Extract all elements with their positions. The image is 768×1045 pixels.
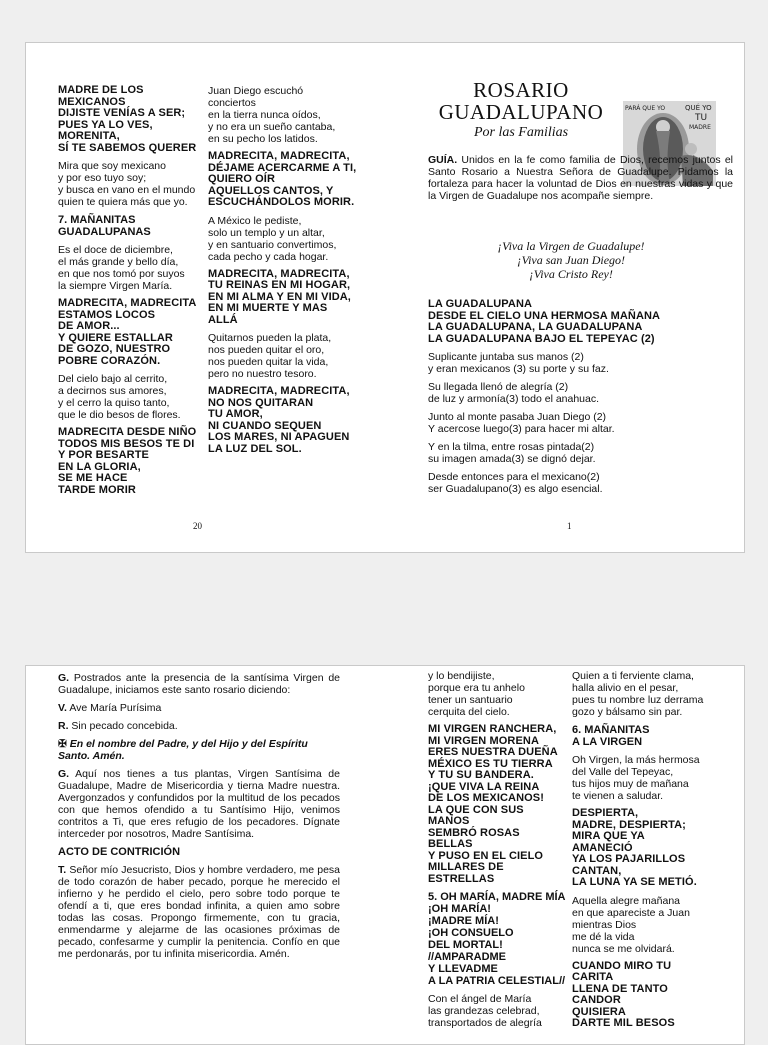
verse-text: 6. MAÑANITAS A LA VIRGEN — [572, 724, 650, 748]
verse-block — [572, 808, 712, 889]
image-caption-a: PARÁ QUE YO — [625, 105, 666, 112]
verse-text: Mira que soy mexicano y por eso tuyo soy; y busca en vano en el mundo quien te quiera más que yo. — [58, 160, 196, 208]
verse-text: Quitarnos pueden la plata, nos pueden quitar el oro, nos pueden quitar la vida, pero no nuestro tesoro. — [208, 332, 332, 380]
verse-block — [58, 720, 340, 732]
prayer-column — [58, 672, 340, 966]
hymn-column-1 — [428, 670, 566, 1035]
verse-text: Aquella alegre mañana en que apareciste a Juan mientras Dios me dé la vida nunca se me olvidará. — [572, 894, 690, 955]
verse-text: MI VIRGEN RANCHERA, MI VIRGEN MORENA ERES NUESTRA DUEÑA MÉXICO ES TU TIERRA Y TU SU BANDERA. ¡QUE VIVA LA REINA DE LOS MEXICANOS! LA QUE CON SUS MANOS SEMBRÓ ROSAS BELLAS Y PUSO EN EL CIELO MILLARES DE ESTRELLAS — [428, 723, 558, 885]
verse-block — [428, 724, 566, 885]
verse-text: Y en la tilma, entre rosas pintada(2) su imagen amada(3) se dignó dejar. — [428, 441, 596, 465]
page-number-right: 1 — [567, 521, 572, 531]
verse-block — [208, 332, 358, 380]
verse-block — [58, 298, 200, 367]
verse-text: Con el ángel de María las grandezas celebrad, transportados de alegría — [428, 993, 542, 1029]
image-caption-d: MADRE — [689, 124, 711, 131]
verse-text: MADRECITA, MADRECITA, TU REINAS EN MI HOGAR, EN MI ALMA Y EN MI VIDA, EN MI MUERTE Y MAS ALLÁ — [208, 267, 351, 326]
speaker-label: R. — [58, 720, 69, 732]
verse-text: 5. OH MARÍA, MADRE MÍA ¡OH MARÍA! ¡MADRE MÍA! ¡OH CONSUELO DEL MORTAL! //AMPARADME Y LLEVADME A LA PATRIA CELESTIAL// — [428, 891, 566, 987]
booklet-title: ROSARIO GUADALUPANO — [438, 78, 604, 124]
verse-text: En el nombre del Padre, y del Hijo y del Espíritu Santo. Amén. — [58, 738, 308, 762]
guia-text: Unidos en la fe como familia de Dios, recemos juntos el Santo Rosario a Nuestra Señora de Guadalupe. Pidamos la fortaleza para hacer la voluntad de Dios en nuestras vidas y que la Virgen de Guadalupe nos acompañe siempre. — [428, 154, 733, 202]
verse-text: Sin pecado concebida. — [71, 720, 178, 732]
verse-block — [428, 891, 566, 987]
verse-text: Quien a ti ferviente clama, halla alivio en el pesar, pues tu nombre luz derrama gozo y bálsamo sin par. — [572, 670, 704, 718]
verse-text: CUANDO MIRO TU CARITA LLENA DE TANTO CANDOR QUISIERA DARTE MIL BESOS — [572, 959, 675, 1029]
verse-text: Oh Virgen, la más hermosa del Valle del Tepeyac, tus hijos muy de mañana te vienen a saludar. — [572, 754, 700, 802]
verse-block — [208, 386, 358, 455]
verse-text: LA GUADALUPANA DESDE EL CIELO UNA HERMOSA MAÑANA LA GUADALUPANA, LA GUADALUPANA LA GUADALUPANA BAJO EL TEPEYAC (2) — [428, 298, 661, 345]
booklet-spread-top — [25, 42, 745, 553]
speaker-label: T. — [58, 864, 67, 876]
verse-block — [58, 768, 340, 840]
verse-block — [58, 738, 340, 762]
verse-block — [572, 724, 712, 748]
verse-text: MADRECITA, MADRECITA, DÉJAME ACERCARME A TI, QUIERO OÍR AQUELLOS CANTOS, Y ESCUCHÁNDOLOS MORIR. — [208, 150, 357, 208]
verse-text: MADRECITA DESDE NIÑO TODOS MIS BESOS TE DI Y POR BESARTE EN LA GLORIA, SE ME HACE TARDE MORIR — [58, 426, 197, 496]
page-number-left: 20 — [193, 521, 202, 531]
verse-block — [572, 754, 712, 802]
speaker-label: G. — [58, 672, 70, 684]
verse-text: Aquí nos tienes a tus plantas, Virgen Santísima de Guadalupe, Madre de Misericordia y tierna Madre nuestra. Avergonzados y confundidos por la multitud de los pecados con que hemos ofendido a tu Santísimo Hijo, venimos contritos a Ti, que eres refugio de los pecadores. Dígnate interceder por nosotros, Madre Santísima. — [58, 768, 340, 840]
verse-text: ACTO DE CONTRICIÓN — [58, 846, 181, 858]
booklet-spread-bottom — [25, 665, 745, 1045]
verse-block — [428, 411, 733, 435]
guia-label: GUÍA. — [428, 154, 458, 166]
verse-block — [208, 215, 358, 263]
right-page-column — [428, 299, 733, 501]
verse-text: Postrados ante la presencia de la santísima Virgen de Guadalupe, iniciamos este santo rosario diciendo: — [58, 672, 340, 696]
verse-block — [572, 895, 712, 955]
verse-block — [58, 846, 340, 858]
verse-block — [58, 373, 200, 421]
verse-block — [58, 864, 340, 960]
booklet-subtitle: Por las Familias — [473, 125, 569, 140]
verse-text: Suplicante juntaba sus manos (2) y eran mexicanos (3) su porte y su faz. — [428, 351, 609, 375]
image-caption-c: TU — [695, 113, 708, 123]
verse-block — [208, 151, 358, 209]
verse-block — [58, 427, 200, 496]
verse-text: DESPIERTA, MADRE, DESPIERTA; MIRA QUE YA AMANECIÓ YA LOS PAJARILLOS CANTAN, LA LUNA YA SE METIÓ. — [572, 807, 697, 888]
verse-block — [428, 351, 733, 375]
verse-text: MADRECITA, MADRECITA ESTAMOS LOCOS DE AMOR... Y QUIERE ESTALLAR DE GOZO, NUESTRO POBRE CORAZÓN. — [58, 297, 197, 367]
verse-text: MADRECITA, MADRECITA, NO NOS QUITARAN TU AMOR, NI CUANDO SEQUEN LOS MARES, NI APAGUEN LA LUZ DEL SOL. — [208, 385, 350, 455]
verse-block — [428, 670, 566, 718]
verse-block — [58, 244, 200, 292]
verse-block — [58, 672, 340, 696]
verse-block — [428, 471, 733, 495]
image-caption-b: QUÉ YO — [685, 104, 712, 112]
verse-text: Ave María Purísima — [69, 702, 162, 714]
verse-text: Señor mío Jesucristo, Dios y hombre verdadero, me pesa de todo corazón de haber pecado, porque he merecido el infierno y he perdido el cielo, pero sobre todo porque te ofendí a ti, que eres bondad infinita, a quien amo sobre todas las cosas. Propongo firmemente, con tu gracia, enmendarme y alejarme de las ocasiones próximas de pecado, confesarme y cumplir la penitencia. Confío en que me perdonarás, por tu infinita misericordia. Amén. — [58, 864, 341, 960]
verse-text: y lo bendijiste, porque era tu anhelo tener un santuario cerquita del cielo. — [428, 670, 525, 718]
verse-block — [208, 269, 358, 327]
verse-text: Junto al monte pasaba Juan Diego (2) Y acercose luego(3) para hacer mi altar. — [428, 411, 615, 435]
viva-acclamations: ¡Viva la Virgen de Guadalupe! ¡Viva san Juan Diego! ¡Viva Cristo Rey! — [497, 239, 645, 281]
guia-paragraph — [428, 154, 733, 208]
verse-block — [58, 214, 200, 238]
left-page-column-1 — [58, 85, 200, 502]
verse-text: Juan Diego escuchó conciertos en la tierra nunca oídos, y no era un sueño cantaba, en su pecho los latidos. — [208, 85, 336, 145]
verse-block — [208, 85, 358, 145]
verse-block — [572, 670, 712, 718]
verse-text: Desde entonces para el mexicano(2) ser Guadalupano(3) es algo esencial. — [428, 471, 603, 495]
verse-text: Del cielo bajo al cerrito, a decirnos sus amores, y el cerro la quiso tanto, que le dio besos de flores. — [58, 373, 181, 421]
verse-block — [58, 702, 340, 714]
verse-block — [428, 381, 733, 405]
speaker-label: ✠ — [58, 738, 67, 750]
verse-block — [58, 160, 200, 208]
speaker-label: V. — [58, 702, 67, 714]
verse-block — [428, 441, 733, 465]
verse-text: 7. MAÑANITAS GUADALUPANAS — [58, 214, 151, 238]
verse-text: Es el doce de diciembre, el más grande y bello día, en que nos tomó por suyos la siempre Virgen María. — [58, 244, 185, 292]
hymn-column-2 — [572, 670, 712, 1036]
verse-block — [428, 299, 733, 345]
speaker-label: G. — [58, 768, 70, 780]
verse-text: Su llegada llenó de alegría (2) de luz y armonía(3) todo el anahuac. — [428, 381, 600, 405]
verse-block — [572, 961, 712, 1030]
verse-block — [58, 85, 200, 154]
verse-text: A México le pediste, solo un templo y un altar, y en santuario convertimos, cada pecho y cada hogar. — [208, 214, 337, 263]
left-page-column-2 — [208, 85, 358, 461]
verse-text: MADRE DE LOS MEXICANOS DIJISTE VENÍAS A SER; PUES YA LO VES, MORENITA, SÍ TE SABEMOS QUERER — [58, 84, 197, 154]
